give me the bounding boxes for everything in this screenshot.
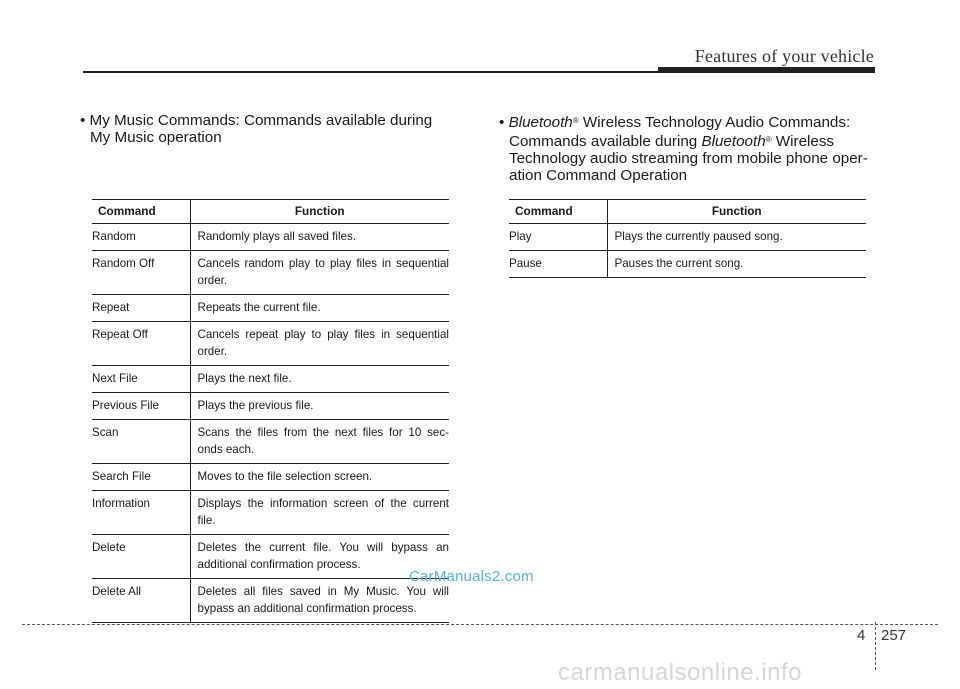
function-cell: Deletes all files saved in My Music. You will bypass an additional confirmation process. — [190, 579, 449, 623]
command-cell: Delete All — [92, 579, 190, 623]
table-row — [92, 393, 449, 420]
intro-line — [499, 131, 877, 150]
command-cell: Information — [92, 491, 190, 535]
table-row — [92, 295, 449, 322]
table-row — [92, 535, 449, 579]
table-row — [509, 251, 866, 278]
command-cell: Delete — [92, 535, 190, 579]
column-header-command: Command — [92, 200, 190, 224]
brand-name: Bluetooth — [508, 114, 573, 131]
function-cell: Scans the files from the next files for 10 sec-onds each. — [190, 420, 449, 464]
table-row — [92, 464, 449, 491]
column-header-command: Command — [509, 200, 607, 224]
table-row — [92, 251, 449, 295]
bluetooth-commands-table — [509, 199, 866, 278]
column-header-function: Function — [607, 200, 866, 224]
intro-line: • My Music Commands: Commands available during — [80, 112, 433, 129]
function-cell: Cancels repeat play to play files in sequential order. — [190, 322, 449, 366]
registered-mark: ® — [765, 135, 772, 144]
command-cell: Repeat — [92, 295, 190, 322]
intro-line: My Music operation — [90, 129, 222, 146]
site-watermark: carmanualsonline.info — [558, 659, 802, 686]
command-cell: Repeat Off — [92, 322, 190, 366]
intro-line: ation Command Operation — [509, 167, 688, 184]
function-cell: Plays the next file. — [190, 366, 449, 393]
command-cell: Random — [92, 224, 190, 251]
intro-text: Commands available during — [509, 133, 702, 150]
table-row — [92, 366, 449, 393]
function-cell: Cancels random play to play files in sequential order. — [190, 251, 449, 295]
function-cell: Plays the currently paused song. — [607, 224, 866, 251]
header-rule-accent — [658, 67, 875, 72]
function-cell: Deletes the current file. You will bypass an additional confirmation process. — [190, 535, 449, 579]
watermark-link[interactable]: CarManuals2.com — [409, 568, 534, 585]
table-row — [92, 224, 449, 251]
function-cell: Repeats the current file. — [190, 295, 449, 322]
bluetooth-intro — [499, 112, 877, 184]
function-cell: Pauses the current song. — [607, 251, 866, 278]
command-cell: Previous File — [92, 393, 190, 420]
table-row — [92, 579, 449, 623]
function-cell: Plays the previous file. — [190, 393, 449, 420]
my-music-commands-table — [92, 199, 449, 623]
command-cell: Random Off — [92, 251, 190, 295]
section-title: Features of your vehicle — [694, 46, 874, 66]
table-header-row — [92, 200, 449, 224]
my-music-intro — [80, 112, 462, 146]
intro-text: Wireless Technology Audio Commands: — [578, 114, 851, 131]
table-row — [92, 491, 449, 535]
registered-mark: ® — [572, 116, 579, 125]
intro-text: Wireless — [771, 133, 835, 150]
command-cell: Search File — [92, 464, 190, 491]
page-number: 257 — [881, 627, 907, 644]
brand-name: Bluetooth — [701, 133, 766, 150]
function-cell: Displays the information screen of the current file. — [190, 491, 449, 535]
table-row — [509, 224, 866, 251]
command-cell: Play — [509, 224, 607, 251]
table-row — [92, 420, 449, 464]
footer-rule — [22, 624, 938, 625]
footer-divider — [875, 622, 876, 670]
intro-line: Technology audio streaming from mobile phone oper- — [509, 150, 868, 167]
chapter-number: 4 — [857, 627, 866, 644]
command-cell: Next File — [92, 366, 190, 393]
command-cell: Pause — [509, 251, 607, 278]
bullet: • — [499, 114, 505, 131]
function-cell: Moves to the file selection screen. — [190, 464, 449, 491]
intro-line — [499, 112, 877, 131]
table-header-row — [509, 200, 866, 224]
table-row — [92, 322, 449, 366]
column-header-function: Function — [190, 200, 449, 224]
command-cell: Scan — [92, 420, 190, 464]
function-cell: Randomly plays all saved files. — [190, 224, 449, 251]
